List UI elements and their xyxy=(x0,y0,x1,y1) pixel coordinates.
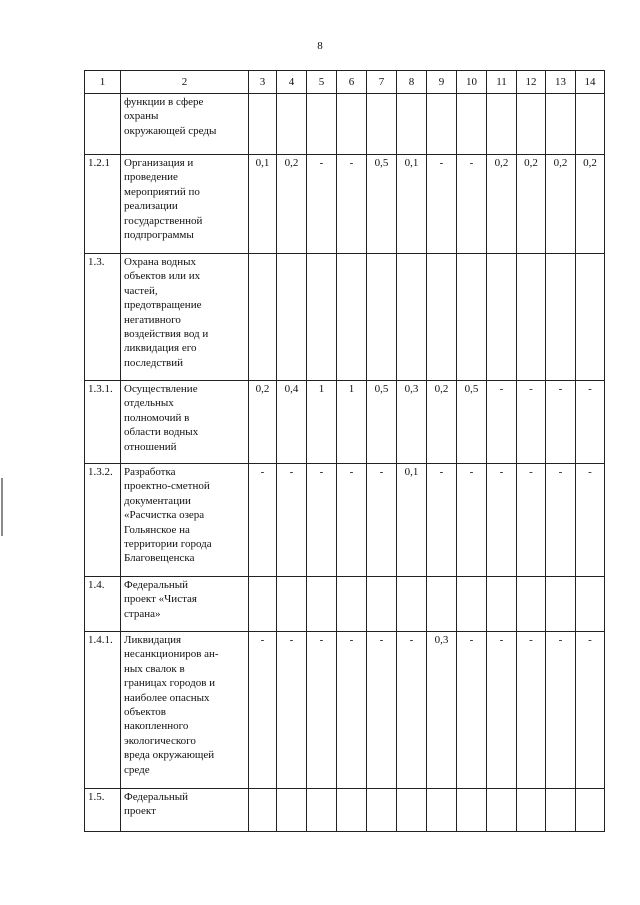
value-cell xyxy=(307,789,337,832)
value-cell xyxy=(546,94,576,155)
value-cell: - xyxy=(277,464,307,577)
value-cell: - xyxy=(427,155,457,254)
header-cell: 5 xyxy=(307,71,337,94)
value-cell: 1 xyxy=(307,381,337,464)
value-cell: - xyxy=(576,464,605,577)
value-cell: - xyxy=(517,381,546,464)
value-cell: 0,1 xyxy=(397,464,427,577)
value-cell xyxy=(277,254,307,381)
value-cell xyxy=(487,789,517,832)
value-cell: 0,5 xyxy=(367,381,397,464)
value-cell xyxy=(487,577,517,632)
row-name-cell: Ликвидация несанкциониров ан- ных свалок в границах городов и наиболее опасных объектов накопленного экологического вреда окружающей среде xyxy=(121,632,249,789)
value-cell: 0,2 xyxy=(427,381,457,464)
value-cell xyxy=(277,94,307,155)
value-cell xyxy=(487,254,517,381)
value-cell xyxy=(517,254,546,381)
value-cell xyxy=(546,254,576,381)
value-cell xyxy=(427,94,457,155)
table-row xyxy=(85,464,605,577)
value-cell: 0,2 xyxy=(249,381,277,464)
value-cell: - xyxy=(337,632,367,789)
value-cell xyxy=(457,94,487,155)
value-cell xyxy=(427,254,457,381)
value-cell: - xyxy=(337,155,367,254)
value-cell: - xyxy=(546,381,576,464)
value-cell: 0,2 xyxy=(277,155,307,254)
value-cell: 0,1 xyxy=(397,155,427,254)
header-cell: 13 xyxy=(546,71,576,94)
value-cell xyxy=(249,254,277,381)
header-cell: 9 xyxy=(427,71,457,94)
value-cell: - xyxy=(457,632,487,789)
indicator-table xyxy=(84,70,605,832)
value-cell: - xyxy=(307,464,337,577)
value-cell xyxy=(576,577,605,632)
header-cell: 3 xyxy=(249,71,277,94)
header-cell: 12 xyxy=(517,71,546,94)
value-cell xyxy=(367,789,397,832)
table-row xyxy=(85,789,605,832)
value-cell xyxy=(397,789,427,832)
header-cell: 4 xyxy=(277,71,307,94)
value-cell xyxy=(397,254,427,381)
header-cell: 1 xyxy=(85,71,121,94)
value-cell: - xyxy=(487,464,517,577)
value-cell xyxy=(457,254,487,381)
value-cell xyxy=(367,94,397,155)
value-cell xyxy=(337,789,367,832)
row-number-cell: 1.4.1. xyxy=(85,632,121,789)
scan-edge-mark xyxy=(1,478,3,536)
value-cell xyxy=(457,577,487,632)
row-number-cell: 1.3. xyxy=(85,254,121,381)
value-cell: - xyxy=(546,632,576,789)
value-cell: - xyxy=(397,632,427,789)
value-cell: - xyxy=(307,155,337,254)
value-cell xyxy=(457,789,487,832)
value-cell: 0,2 xyxy=(576,155,605,254)
value-cell: - xyxy=(576,381,605,464)
header-cell: 8 xyxy=(397,71,427,94)
value-cell: - xyxy=(487,632,517,789)
value-cell xyxy=(277,789,307,832)
value-cell: 0,2 xyxy=(517,155,546,254)
value-cell xyxy=(307,577,337,632)
value-cell xyxy=(249,789,277,832)
value-cell: - xyxy=(307,632,337,789)
value-cell xyxy=(546,577,576,632)
header-row xyxy=(85,71,605,94)
header-cell: 14 xyxy=(576,71,605,94)
value-cell: - xyxy=(427,464,457,577)
value-cell: - xyxy=(546,464,576,577)
table-row xyxy=(85,155,605,254)
header-cell: 11 xyxy=(487,71,517,94)
value-cell: 0,5 xyxy=(367,155,397,254)
value-cell xyxy=(367,577,397,632)
value-cell xyxy=(576,94,605,155)
row-name-cell: функции в сфере охраны окружающей среды xyxy=(121,94,249,155)
table-row xyxy=(85,254,605,381)
value-cell: - xyxy=(367,632,397,789)
value-cell xyxy=(337,94,367,155)
value-cell: 0,3 xyxy=(397,381,427,464)
value-cell: - xyxy=(457,155,487,254)
header-cell: 10 xyxy=(457,71,487,94)
value-cell xyxy=(397,577,427,632)
value-cell: 0,5 xyxy=(457,381,487,464)
value-cell: 0,2 xyxy=(487,155,517,254)
row-number-cell: 1.5. xyxy=(85,789,121,832)
row-number-cell xyxy=(85,94,121,155)
header-cell: 7 xyxy=(367,71,397,94)
table-row xyxy=(85,577,605,632)
value-cell xyxy=(337,577,367,632)
row-name-cell: Организация и проведение мероприятий по реализации государственной подпрограммы xyxy=(121,155,249,254)
value-cell xyxy=(517,577,546,632)
row-name-cell: Охрана водных объектов или их частей, предотвращение негативного воздействия вод и ликвидация его последствий xyxy=(121,254,249,381)
value-cell: - xyxy=(367,464,397,577)
value-cell: 0,4 xyxy=(277,381,307,464)
value-cell: - xyxy=(517,632,546,789)
value-cell xyxy=(517,94,546,155)
value-cell: - xyxy=(457,464,487,577)
value-cell xyxy=(277,577,307,632)
value-cell: 0,1 xyxy=(249,155,277,254)
value-cell xyxy=(307,254,337,381)
row-name-cell: Осуществление отдельных полномочий в области водных отношений xyxy=(121,381,249,464)
value-cell: - xyxy=(487,381,517,464)
value-cell: - xyxy=(249,632,277,789)
value-cell xyxy=(307,94,337,155)
row-number-cell: 1.2.1 xyxy=(85,155,121,254)
value-cell xyxy=(249,94,277,155)
value-cell: - xyxy=(277,632,307,789)
row-name-cell: Федеральный проект «Чистая страна» xyxy=(121,577,249,632)
table-row xyxy=(85,632,605,789)
row-name-cell: Разработка проектно-сметной документации «Расчистка озера Гольянское на территории города Благовещенска xyxy=(121,464,249,577)
value-cell xyxy=(576,254,605,381)
row-number-cell: 1.3.1. xyxy=(85,381,121,464)
header-cell: 2 xyxy=(121,71,249,94)
table-row xyxy=(85,381,605,464)
page-number: 8 xyxy=(317,40,323,52)
value-cell xyxy=(576,789,605,832)
value-cell xyxy=(367,254,397,381)
value-cell: - xyxy=(517,464,546,577)
value-cell: 1 xyxy=(337,381,367,464)
value-cell xyxy=(249,577,277,632)
table-row xyxy=(85,94,605,155)
value-cell: 0,3 xyxy=(427,632,457,789)
value-cell xyxy=(397,94,427,155)
value-cell xyxy=(427,789,457,832)
header-cell: 6 xyxy=(337,71,367,94)
row-name-cell: Федеральный проект xyxy=(121,789,249,832)
value-cell xyxy=(546,789,576,832)
value-cell: - xyxy=(576,632,605,789)
value-cell: - xyxy=(249,464,277,577)
value-cell xyxy=(427,577,457,632)
value-cell: - xyxy=(337,464,367,577)
row-number-cell: 1.3.2. xyxy=(85,464,121,577)
row-number-cell: 1.4. xyxy=(85,577,121,632)
value-cell xyxy=(517,789,546,832)
value-cell xyxy=(337,254,367,381)
value-cell: 0,2 xyxy=(546,155,576,254)
value-cell xyxy=(487,94,517,155)
